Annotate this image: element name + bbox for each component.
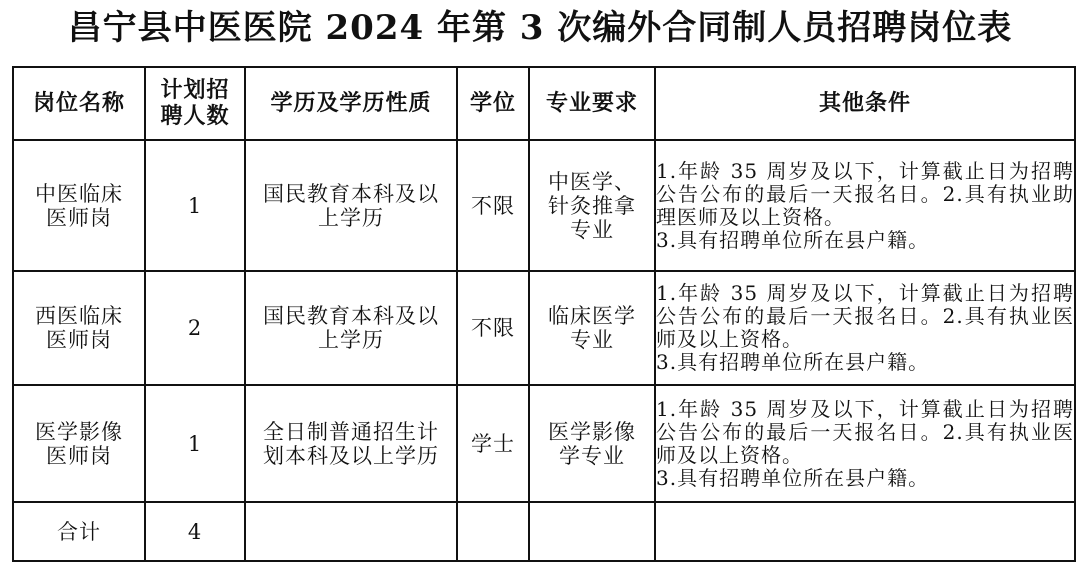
cell-major: 中医学、针灸推拿专业 (529, 140, 655, 271)
header-other-conditions: 其他条件 (655, 67, 1075, 140)
table-row (13, 271, 1075, 385)
header-count: 计划招聘人数 (145, 67, 245, 140)
empty-cell (529, 502, 655, 561)
cell-major: 医学影像学专业 (529, 385, 655, 502)
cell-count: 1 (145, 385, 245, 502)
header-major: 专业要求 (529, 67, 655, 140)
cell-degree: 学士 (457, 385, 529, 502)
recruitment-table (12, 66, 1076, 562)
cell-other-conditions: 1.年龄 35 周岁及以下，计算截止日为招聘公告公布的最后一天报名日。2.具有执业医师及以上资格。 3.具有招聘单位所在县户籍。 (655, 271, 1075, 385)
cell-degree: 不限 (457, 140, 529, 271)
table-row (13, 385, 1075, 502)
header-position: 岗位名称 (13, 67, 145, 140)
cell-major: 临床医学专业 (529, 271, 655, 385)
cell-degree: 不限 (457, 271, 529, 385)
cell-other-conditions: 1.年龄 35 周岁及以下，计算截止日为招聘公告公布的最后一天报名日。2.具有执业助理医师及以上资格。 3.具有招聘单位所在县户籍。 (655, 140, 1075, 271)
document-title: 昌宁县中医医院 2024 年第 3 次编外合同制人员招聘岗位表 (67, 8, 1013, 48)
empty-cell (457, 502, 529, 561)
cell-position: 西医临床医师岗 (13, 271, 145, 385)
cell-education: 国民教育本科及以上学历 (245, 271, 457, 385)
table-row (13, 140, 1075, 271)
empty-cell (655, 502, 1075, 561)
cell-education: 国民教育本科及以上学历 (245, 140, 457, 271)
cell-count: 1 (145, 140, 245, 271)
total-count: 4 (145, 502, 245, 561)
header-education: 学历及学历性质 (245, 67, 457, 140)
cell-position: 医学影像医师岗 (13, 385, 145, 502)
cell-position: 中医临床医师岗 (13, 140, 145, 271)
cell-education: 全日制普通招生计划本科及以上学历 (245, 385, 457, 502)
table-total-row (13, 502, 1075, 561)
total-label: 合计 (13, 502, 145, 561)
cell-count: 2 (145, 271, 245, 385)
empty-cell (245, 502, 457, 561)
table-header-row (13, 67, 1075, 140)
cell-other-conditions: 1.年龄 35 周岁及以下，计算截止日为招聘公告公布的最后一天报名日。2.具有执业医师及以上资格。 3.具有招聘单位所在县户籍。 (655, 385, 1075, 502)
header-degree: 学位 (457, 67, 529, 140)
